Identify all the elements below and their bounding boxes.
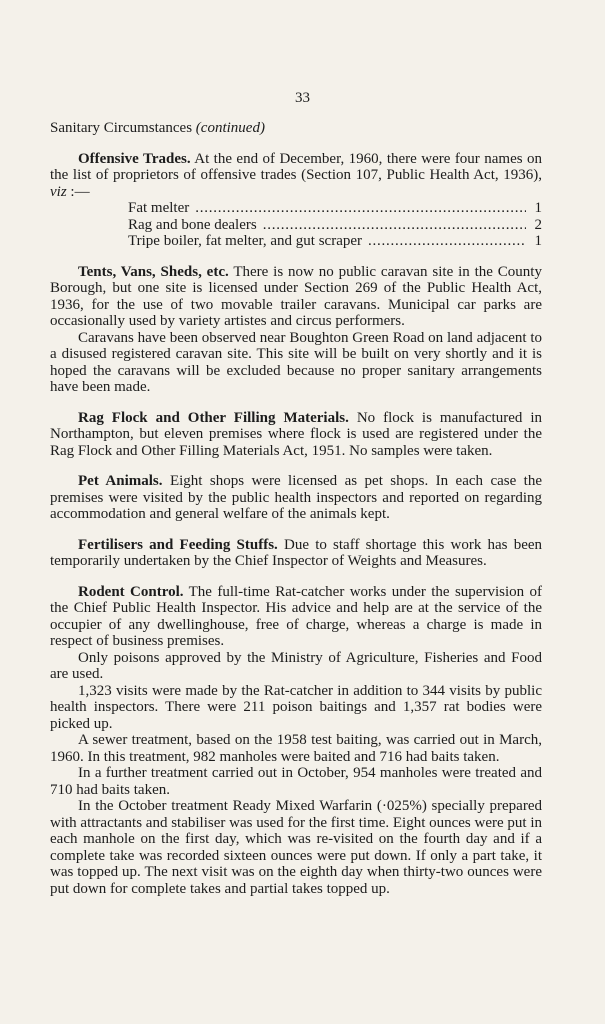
rodent-paragraph-6: In the October treatment Ready Mixed Warfarin (·025%) specially prepared with attractants and stabiliser was used for the first time. Eight ounces were put in each manhole on the first day, which was re-visited on the fourth day and if a complete take was recorded sixteen ounces were put down. If only a part take, it was topped up. The next visit was on the eighth day when thirty-two ounces were put down for complete takes and partial takes topped up. <box>50 798 542 897</box>
fertilisers-title: Fertilisers and Feeding Stuffs. <box>78 536 278 553</box>
rodent-paragraph-4: A sewer treatment, based on the 1958 test baiting, was carried out in March, 1960. In this treatment, 982 manholes were baited and 716 had baits taken. <box>50 732 542 765</box>
section-heading <box>50 120 542 137</box>
tents-text: There is now no public caravan site in the County Borough, but one site is licensed under Section 269 of the Public Health Act, 1936, for the use of two movable trailer caravans. Municipal car parks are occasionally used by variety artistes and circus performers. <box>50 263 542 329</box>
rodent-paragraph-2: Only poisons approved by the Ministry of Agriculture, Fisheries and Food are used. <box>50 649 542 682</box>
rag-flock-text: No flock is manufactured in Northampton, but eleven premises where flock is used are registered under the Rag Flock and Other Filling Materials Act, 1951. No samples were taken. <box>50 409 543 459</box>
list-item <box>128 200 542 217</box>
trade-name: Fat melter <box>128 200 190 216</box>
trade-name: Tripe boiler, fat melter, and gut scraper <box>128 233 363 249</box>
rodent-control-title: Rodent Control. <box>78 583 184 600</box>
tents-paragraph <box>50 264 542 330</box>
section-offensive-trades <box>50 151 542 250</box>
section-rag-flock <box>50 410 542 460</box>
section-pet-animals <box>50 473 542 523</box>
list-item <box>128 217 542 234</box>
leader-dots <box>195 200 526 217</box>
offensive-trades-list <box>50 200 542 250</box>
page-number: 33 <box>295 90 310 106</box>
tents-paragraph-2: Caravans have been observed near Boughton Green Road on land adjacent to a disused registered caravan site. This site will be built on very shortly and it is hoped the caravans will be excluded because no proper sanitary arrangements have been made. <box>50 329 542 395</box>
trade-count: 2 <box>534 216 542 233</box>
pet-animals-text: Eight shops were licensed as pet shops. In each case the premises were visited by the public health inspectors and reported on regarding accommodation and general welfare of the animals kept. <box>50 473 543 522</box>
leader-dots <box>263 217 526 234</box>
rodent-paragraph-5: In a further treatment carried out in October, 954 manholes were treated and 710 had baits taken. <box>50 765 542 798</box>
section-tents <box>50 264 542 396</box>
trade-count: 1 <box>534 200 542 216</box>
offensive-trades-text: At the end of December, 1960, there were four names on the list of proprietors of offensive trades (Section 107, Public Health Act, 1936), <box>50 150 542 183</box>
rodent-control-paragraph <box>50 584 542 650</box>
rodent-paragraph-3: 1,323 visits were made by the Rat-catcher in addition to 344 visits by public health inspectors. There were 211 poison baitings and 1,357 rat bodies were picked up. <box>50 682 542 732</box>
page-content <box>50 120 542 897</box>
offensive-trades-viz: viz <box>50 183 67 200</box>
offensive-trades-title: Offensive Trades. <box>78 150 191 167</box>
section-heading-suffix: (continued) <box>195 120 265 136</box>
fertilisers-text: Due to staff shortage this work has been temporarily undertaken by the Chief Inspector of Weights and Measures. <box>50 536 543 569</box>
rag-flock-title: Rag Flock and Other Filling Materials. <box>78 409 349 426</box>
section-heading-text: Sanitary Circumstances <box>50 120 193 136</box>
offensive-trades-paragraph <box>50 151 542 201</box>
offensive-trades-viz-tail: :— <box>70 183 90 200</box>
list-item <box>128 233 542 250</box>
pet-animals-paragraph <box>50 473 542 523</box>
pet-animals-title: Pet Animals. <box>78 473 163 489</box>
section-rodent-control <box>50 584 542 898</box>
fertilisers-paragraph <box>50 537 542 570</box>
trade-count: 1 <box>534 233 542 249</box>
section-fertilisers <box>50 537 542 570</box>
tents-title: Tents, Vans, Sheds, etc. <box>78 263 229 280</box>
leader-dots <box>368 233 526 250</box>
trade-name: Rag and bone dealers <box>128 216 257 233</box>
rodent-control-text: The full-time Rat-catcher works under the supervision of the Chief Public Health Inspector. His advice and help are at the service of the occupier of any dwellinghouse, free of charge, whereas a charge is made in respect of business premises. <box>50 583 542 649</box>
rag-flock-paragraph <box>50 410 542 460</box>
